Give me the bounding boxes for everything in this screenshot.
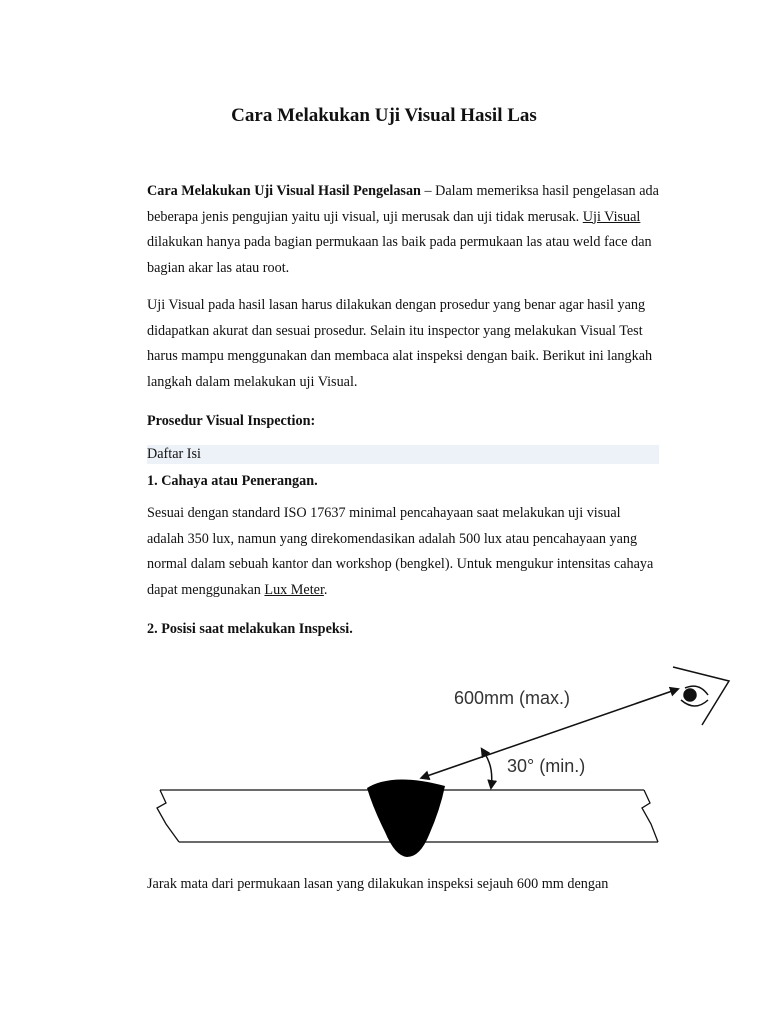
intro-text-2: dilakukan hanya pada bagian permukaan las baik pada permukaan las atau weld face dan bagian akar las atau root. bbox=[147, 234, 652, 276]
heading-posisi: 2. Posisi saat melakukan Inspeksi. bbox=[147, 621, 353, 637]
inspection-position-diagram bbox=[155, 660, 735, 865]
lux-meter-link[interactable]: Lux Meter bbox=[264, 581, 324, 598]
cahaya-end: . bbox=[323, 581, 328, 598]
intro-paragraph bbox=[147, 179, 659, 281]
intro-dash: – bbox=[420, 183, 436, 199]
paragraph-2: Uji Visual pada hasil lasan harus dilakukan dengan prosedur yang benar agar hasil yang didapatkan akurat dan sesuai prosedur. Selain itu inspector yang melakukan Visual Test harus mampu menggunakan dan membaca alat inspeksi dengan baik. Berikut ini langkah langkah dalam melakukan uji Visual. bbox=[147, 297, 653, 390]
page-title: Cara Melakukan Uji Visual Hasil Las bbox=[231, 105, 537, 126]
table-of-contents-toggle[interactable] bbox=[147, 445, 659, 464]
angle-label: 30° (min.) bbox=[507, 756, 586, 776]
heading-prosedur: Prosedur Visual Inspection: bbox=[147, 413, 316, 429]
cahaya-text: Sesuai dengan standard ISO 17637 minimal pencahayaan saat melakukan uji visual adalah 350 lux, namun yang direkomendasikan adalah 500 lux atau pencahayaan yang normal dalam sebuah kantor dan workshop (bengkel). Untuk mengukur intensitas cahaya dapat menggunakan bbox=[147, 505, 654, 598]
heading-cahaya: 1. Cahaya atau Penerangan. bbox=[147, 473, 318, 489]
intro-text-1: Dalam memeriksa hasil pengelasan ada beberapa jenis pengujian yaitu uji visual, uji merusak dan uji tidak merusak. bbox=[147, 183, 659, 225]
cahaya-paragraph bbox=[147, 501, 659, 603]
weld-bead bbox=[367, 779, 445, 857]
distance-label: 600mm (max.) bbox=[454, 688, 571, 708]
eye-icon bbox=[673, 667, 729, 725]
angle-arc bbox=[485, 754, 492, 788]
toc-label: Daftar Isi bbox=[147, 446, 201, 462]
uji-visual-link[interactable]: Uji Visual bbox=[582, 208, 641, 225]
posisi-paragraph: Jarak mata dari permukaan lasan yang dilakukan inspeksi sejauh 600 mm dengan bbox=[147, 876, 609, 892]
intro-bold-lead: Cara Melakukan Uji Visual Hasil Pengelasan bbox=[147, 183, 421, 199]
